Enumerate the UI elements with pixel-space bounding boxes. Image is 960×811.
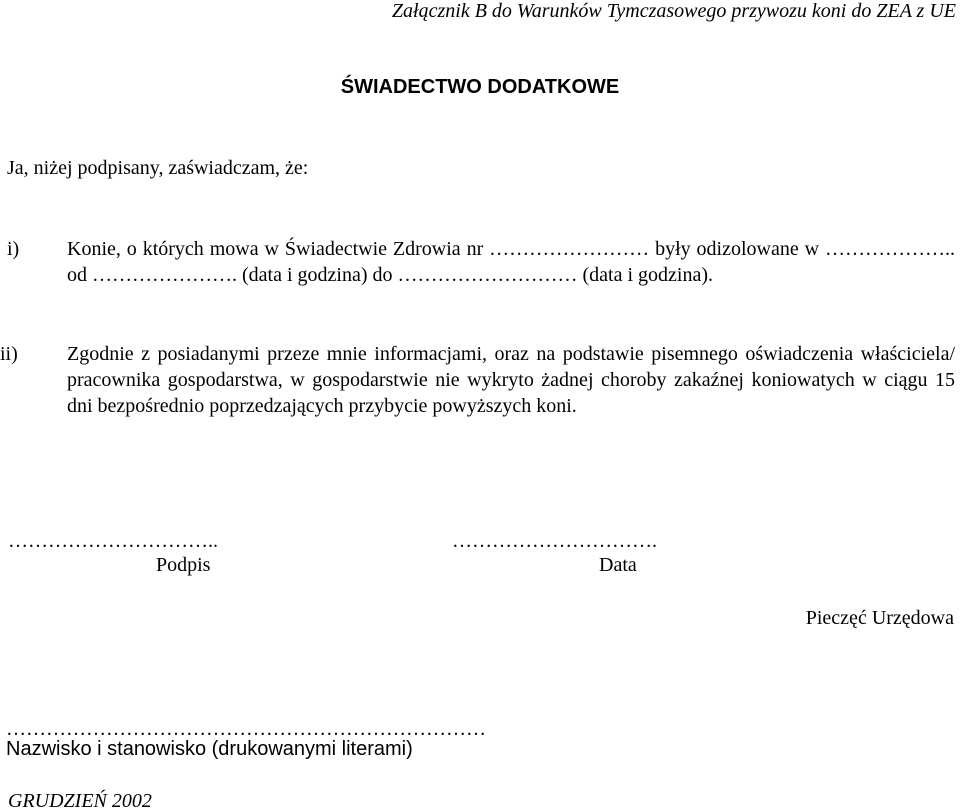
item-number-i: i) <box>7 238 20 260</box>
name-line: ……………………………………………………………… <box>6 718 486 740</box>
name-label: Nazwisko i stanowisko (drukowanymi literami) <box>6 738 413 760</box>
intro-statement: Ja, niżej podpisany, zaświadczam, że: <box>7 157 309 179</box>
document-footer-date: GRUDZIEŃ 2002 <box>8 790 152 811</box>
item-text-i: Konie, o których mowa w Świadectwie Zdrowia nr …………………… były odizolowane w ……………….. od …………………. (data i godzina) do ……………………… (data i godzina). <box>67 238 955 286</box>
document-title: ŚWIADECTWO DODATKOWE <box>340 76 620 98</box>
signature-line: ………………………….. <box>8 530 218 552</box>
document-header: Załącznik B do Warunków Tymczasowego przywozu koni do ZEA z UE <box>391 0 956 22</box>
official-stamp-label: Pieczęć Urzędowa <box>805 607 954 629</box>
date-line: …………………………. <box>452 530 657 552</box>
item-text-ii: Zgodnie z posiadanymi przeze mnie informacjami, oraz na podstawie pisemnego oświadczenia właściciela/ pracownika gospodarstwa, w gospodarstwie nie wykryto żadnej choroby zakaźnej koniowatych w ciągu 15 dni bezpośrednio poprzedzających przybycie powyższych koni. <box>67 343 955 417</box>
item-number-ii: ii) <box>0 343 18 365</box>
signature-label: Podpis <box>156 554 211 576</box>
date-label: Data <box>599 554 637 576</box>
